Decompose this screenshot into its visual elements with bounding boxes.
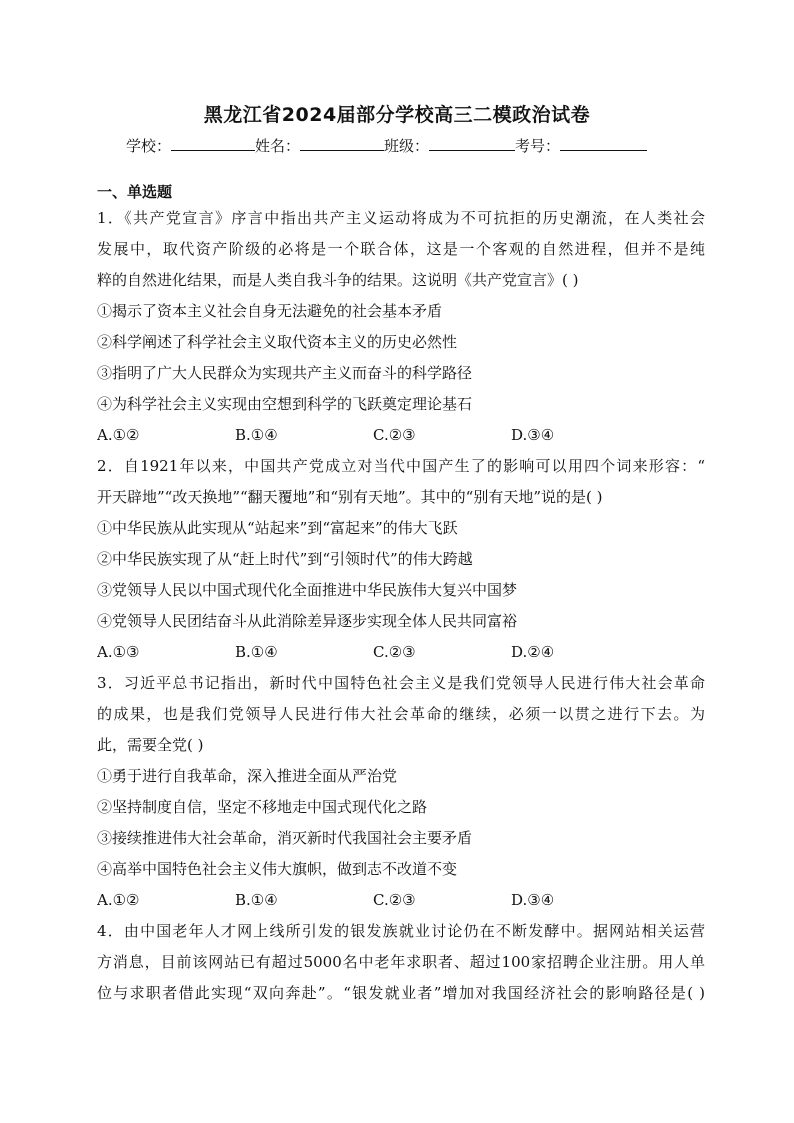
name-label: 姓名： xyxy=(255,137,301,155)
statement-item: ①揭示了资本主义社会自身无法避免的社会基本矛盾 xyxy=(97,302,443,320)
question xyxy=(97,916,705,1009)
exam-number-label: 考号： xyxy=(515,137,561,155)
option-a: A.①③ xyxy=(97,643,140,661)
question-stem-line: 位与求职者借此实现“双向奔赴”。“银发就业者”增加对我国经济社会的影响路径是( ) xyxy=(97,984,705,1002)
class-blank xyxy=(429,136,515,151)
question-stem-line: 发展中，取代资产阶级的必将是一个联合体，这是一个客观的自然进程，但并不是纯 xyxy=(97,240,705,258)
questions-list xyxy=(97,203,705,1009)
statement-item: ④为科学社会主义实现由空想到科学的飞跃奠定理论基石 xyxy=(97,395,473,413)
option-d: D.③④ xyxy=(511,426,555,444)
question-stem-line: 4．由中国老年人才网上线所引发的银发族就业讨论仍在不断发酵中。据网站相关运营 xyxy=(97,922,705,940)
option-a: A.①② xyxy=(97,426,140,444)
question-stem-line: 2．自1921年以来，中国共产党成立对当代中国产生了的影响可以用四个词来形容：“ xyxy=(97,457,705,475)
question-stem-line: 方消息，目前该网站已有超过5000名中老年求职者、超过100家招聘企业注册。用人单 xyxy=(97,953,705,971)
section-heading: 一、单选题 xyxy=(97,183,173,201)
statement-item: ④党领导人民团结奋斗从此消除差异逐步实现全体人民共同富裕 xyxy=(97,612,518,630)
option-a: A.①② xyxy=(97,891,140,909)
statement-item: ④高举中国特色社会主义伟大旗帜，做到志不改道不变 xyxy=(97,860,458,878)
class-label: 班级： xyxy=(384,137,430,155)
question xyxy=(97,203,705,451)
question-stem-line: 1．《共产党宣言》序言中指出共产主义运动将成为不可抗拒的历史潮流，在人类社会 xyxy=(97,209,705,227)
question-stem-line: 开天辟地”“改天换地”“翻天覆地”和“别有天地”。其中的“别有天地”说的是( ) xyxy=(97,488,603,506)
question-stem-line: 此，需要全党( ) xyxy=(97,736,204,754)
question xyxy=(97,451,705,668)
statement-item: ①中华民族从此实现从“站起来”到“富起来”的伟大飞跃 xyxy=(97,519,458,537)
statement-item: ②中华民族实现了从“赶上时代”到“引领时代”的伟大跨越 xyxy=(97,550,473,568)
answer-options xyxy=(97,420,705,451)
option-b: B.①④ xyxy=(235,891,278,909)
name-blank xyxy=(300,136,384,151)
statement-item: ②科学阐述了科学社会主义取代资本主义的历史必然性 xyxy=(97,333,458,351)
option-c: C.②③ xyxy=(373,891,416,909)
statement-item: ③指明了广大人民群众为实现共产主义而奋斗的科学路径 xyxy=(97,364,473,382)
page-title: 黑龙江省2024届部分学校高三二模政治试卷 xyxy=(203,104,591,126)
option-d: D.②④ xyxy=(511,643,555,661)
exam-number-blank xyxy=(560,136,647,151)
statement-item: ①勇于进行自我革命，深入推进全面从严治党 xyxy=(97,767,398,785)
statement-item: ②坚持制度自信，坚定不移地走中国式现代化之路 xyxy=(97,798,428,816)
question-stem-line: 粹的自然进化结果，而是人类自我斗争的结果。这说明《共产党宣言》( ) xyxy=(97,271,579,289)
question-stem-line: 3．习近平总书记指出，新时代中国特色社会主义是我们党领导人民进行伟大社会革命 xyxy=(97,674,705,692)
option-c: C.②③ xyxy=(373,643,416,661)
statement-item: ③党领导人民以中国式现代化全面推进中华民族伟大复兴中国梦 xyxy=(97,581,518,599)
answer-options xyxy=(97,885,705,916)
option-d: D.③④ xyxy=(511,891,555,909)
option-c: C.②③ xyxy=(373,426,416,444)
option-b: B.①④ xyxy=(235,426,278,444)
school-blank xyxy=(171,136,255,151)
student-info-line xyxy=(126,135,647,156)
statement-item: ③接续推进伟大社会革命，消灭新时代我国社会主要矛盾 xyxy=(97,829,473,847)
question-stem-line: 的成果，也是我们党领导人民进行伟大社会革命的继续，必须一以贯之进行下去。为 xyxy=(97,705,705,723)
answer-options xyxy=(97,637,705,668)
option-b: B.①④ xyxy=(235,643,278,661)
school-label: 学校： xyxy=(126,137,172,155)
question xyxy=(97,668,705,916)
